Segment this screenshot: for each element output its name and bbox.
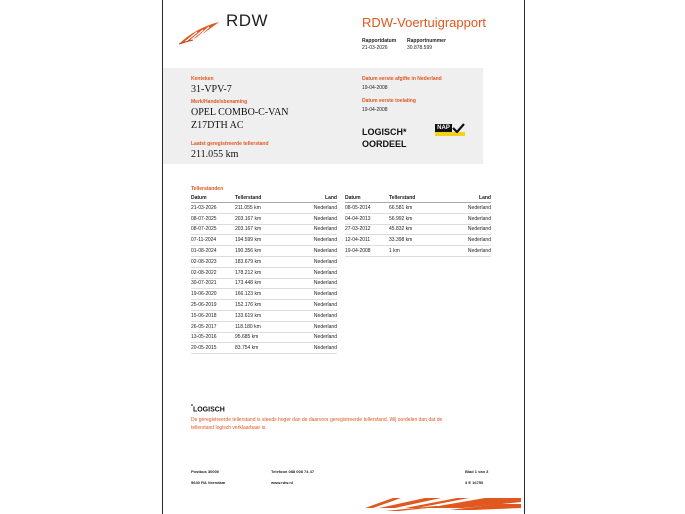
- footer-website: www.rdw.nl: [271, 480, 293, 485]
- table-row: [191, 310, 337, 321]
- footnote-text: [191, 416, 501, 432]
- cell-land: Nederland: [275, 289, 337, 300]
- cell-datum: 26-05-2017: [191, 321, 235, 332]
- cell-datum: 04-04-2013: [345, 213, 389, 224]
- cell-land: Nederland: [429, 213, 491, 224]
- nap-label: NAP: [435, 124, 452, 132]
- footnote-title: [191, 404, 225, 413]
- table-row: [345, 235, 491, 246]
- footnote-star: *: [191, 404, 193, 410]
- cell-tellerstand: 194.599 km: [235, 235, 275, 246]
- table-row: [191, 213, 337, 224]
- cell-land: Nederland: [275, 343, 337, 354]
- table-row: [191, 300, 337, 311]
- table-row: [345, 246, 491, 257]
- cell-tellerstand: 66.581 km: [389, 203, 429, 214]
- cell-datum: 15-06-2018: [191, 310, 235, 321]
- table-row: [345, 224, 491, 235]
- cell-land: Nederland: [275, 203, 337, 214]
- cell-tellerstand: 152.176 km: [235, 300, 275, 311]
- rdw-feather-logo-icon: [177, 20, 221, 46]
- cell-land: Nederland: [275, 267, 337, 278]
- table-row: [191, 321, 337, 332]
- oordeel-line2: OORDEEL: [362, 139, 407, 149]
- report-title: RDW-Voertuigrapport: [362, 15, 487, 30]
- rapportdatum-label: Rapportdatum: [362, 38, 397, 44]
- datum-afgifte-label: Datum eerste afgifte in Nederland: [362, 76, 442, 82]
- footnote-text-line2: tellerstand logisch verklaarbaar is.: [191, 425, 267, 431]
- cell-datum: 13-05-2016: [191, 332, 235, 343]
- kenteken-label: Kenteken: [191, 76, 214, 82]
- cell-tellerstand: 95.685 km: [235, 332, 275, 343]
- cell-land: Nederland: [275, 332, 337, 343]
- nap-check-icon: [452, 123, 465, 133]
- table-row: [345, 203, 491, 214]
- tellerstand-value: 211.055 km: [191, 149, 239, 160]
- cell-land: Nederland: [429, 235, 491, 246]
- cell-land: Nederland: [275, 213, 337, 224]
- cell-land: Nederland: [275, 300, 337, 311]
- cell-datum: 19-06-2020: [191, 289, 235, 300]
- cell-land: Nederland: [429, 246, 491, 257]
- merk-value-line2: Z17DTH AC: [191, 120, 244, 131]
- cell-datum: 02-08-2022: [191, 267, 235, 278]
- cell-datum: 02-08-2023: [191, 256, 235, 267]
- cell-datum: 08-05-2014: [345, 203, 389, 214]
- cell-land: Nederland: [429, 224, 491, 235]
- cell-datum: 08-07-2025: [191, 213, 235, 224]
- cell-datum: 08-07-2025: [191, 224, 235, 235]
- footer-city: 9640 RA Veendam: [191, 480, 226, 485]
- cell-land: Nederland: [275, 278, 337, 289]
- cell-datum: 19-04-2008: [345, 246, 389, 257]
- cell-tellerstand: 183.679 km: [235, 256, 275, 267]
- odometer-table-left: [191, 194, 337, 354]
- table-row: [191, 246, 337, 257]
- header-tellerstand: Tellerstand: [389, 194, 429, 203]
- cell-land: Nederland: [275, 256, 337, 267]
- report-page: [162, 0, 525, 514]
- nap-logo: [435, 124, 465, 137]
- cell-tellerstand: 45.832 km: [389, 224, 429, 235]
- footer-code: 3 E 16750: [465, 480, 484, 485]
- cell-tellerstand: 118.180 km: [235, 321, 275, 332]
- table-row: [191, 332, 337, 343]
- odometer-table-right: [345, 194, 491, 257]
- cell-land: Nederland: [275, 235, 337, 246]
- logo-text: RDW: [226, 11, 269, 30]
- cell-land: Nederland: [275, 224, 337, 235]
- footer-telefoon: Telefoon 088 008 74 47: [271, 469, 315, 474]
- rapportnummer-value: 30.878.599: [407, 45, 433, 51]
- cell-tellerstand: 203.167 km: [235, 213, 275, 224]
- header-datum: Datum: [345, 194, 389, 203]
- table-row: [191, 343, 337, 354]
- cell-tellerstand: 1 km: [389, 246, 429, 257]
- cell-datum: 30-07-2021: [191, 278, 235, 289]
- cell-datum: 12-04-2011: [345, 235, 389, 246]
- cell-tellerstand: 166.123 km: [235, 289, 275, 300]
- footer-blad: Blad 1 van 3: [465, 469, 489, 474]
- footnote-text-line1: De geregistreerde tellerstand is steeds hoger dan de daarvoor geregistreerde tellerstand. Wij oordelen dan dat de: [191, 417, 443, 423]
- cell-datum: 20-05-2015: [191, 343, 235, 354]
- table-row: [191, 224, 337, 235]
- table-row: [345, 213, 491, 224]
- table-header-row: [345, 194, 491, 203]
- cell-tellerstand: 83.754 km: [235, 343, 275, 354]
- oordeel-badge: [362, 126, 407, 150]
- table-row: [191, 267, 337, 278]
- footer-stripes-icon: [365, 494, 523, 512]
- rapportdatum-value: 21-03-2026: [362, 45, 388, 51]
- datum-toelating-value: 19-04-2008: [362, 107, 388, 113]
- kenteken-value: 31-VPV-7: [191, 84, 232, 95]
- table-row: [191, 256, 337, 267]
- table-row: [191, 278, 337, 289]
- cell-tellerstand: 173.448 km: [235, 278, 275, 289]
- cell-datum: 07-11-2024: [191, 235, 235, 246]
- cell-land: Nederland: [429, 203, 491, 214]
- footnote-title-text: LOGISCH: [192, 406, 225, 414]
- merk-value-line1: OPEL COMBO-C-VAN: [191, 107, 289, 118]
- cell-datum: 25-06-2019: [191, 300, 235, 311]
- tellerstand-label: Laatst geregistreerde tellerstand: [191, 141, 269, 147]
- header-land: Land: [275, 194, 337, 203]
- tellerstanden-label: Tellerstanden: [191, 186, 224, 192]
- merk-label: Merk/Handelsbenaming: [191, 99, 248, 105]
- header-land: Land: [429, 194, 491, 203]
- cell-land: Nederland: [275, 310, 337, 321]
- cell-datum: 27-03-2012: [345, 224, 389, 235]
- datum-afgifte-value: 19-04-2008: [362, 85, 388, 91]
- cell-datum: 21-03-2026: [191, 203, 235, 214]
- cell-tellerstand: 33.398 km: [389, 235, 429, 246]
- footer-postbus: Postbus 30000: [191, 469, 220, 474]
- header-tellerstand: Tellerstand: [235, 194, 275, 203]
- cell-land: Nederland: [275, 246, 337, 257]
- cell-land: Nederland: [275, 321, 337, 332]
- cell-tellerstand: 133.619 km: [235, 310, 275, 321]
- cell-tellerstand: 203.167 km: [235, 224, 275, 235]
- rapportnummer-label: Rapportnummer: [407, 38, 446, 44]
- oordeel-line1: LOGISCH*: [362, 127, 407, 137]
- datum-toelating-label: Datum eerste toelating: [362, 98, 416, 104]
- cell-datum: 01-08-2024: [191, 246, 235, 257]
- table-row: [191, 203, 337, 214]
- header-datum: Datum: [191, 194, 235, 203]
- table-row: [191, 289, 337, 300]
- cell-tellerstand: 211.055 km: [235, 203, 275, 214]
- table-header-row: [191, 194, 337, 203]
- cell-tellerstand: 56.992 km: [389, 213, 429, 224]
- table-row: [191, 235, 337, 246]
- cell-tellerstand: 190.356 km: [235, 246, 275, 257]
- cell-tellerstand: 178.212 km: [235, 267, 275, 278]
